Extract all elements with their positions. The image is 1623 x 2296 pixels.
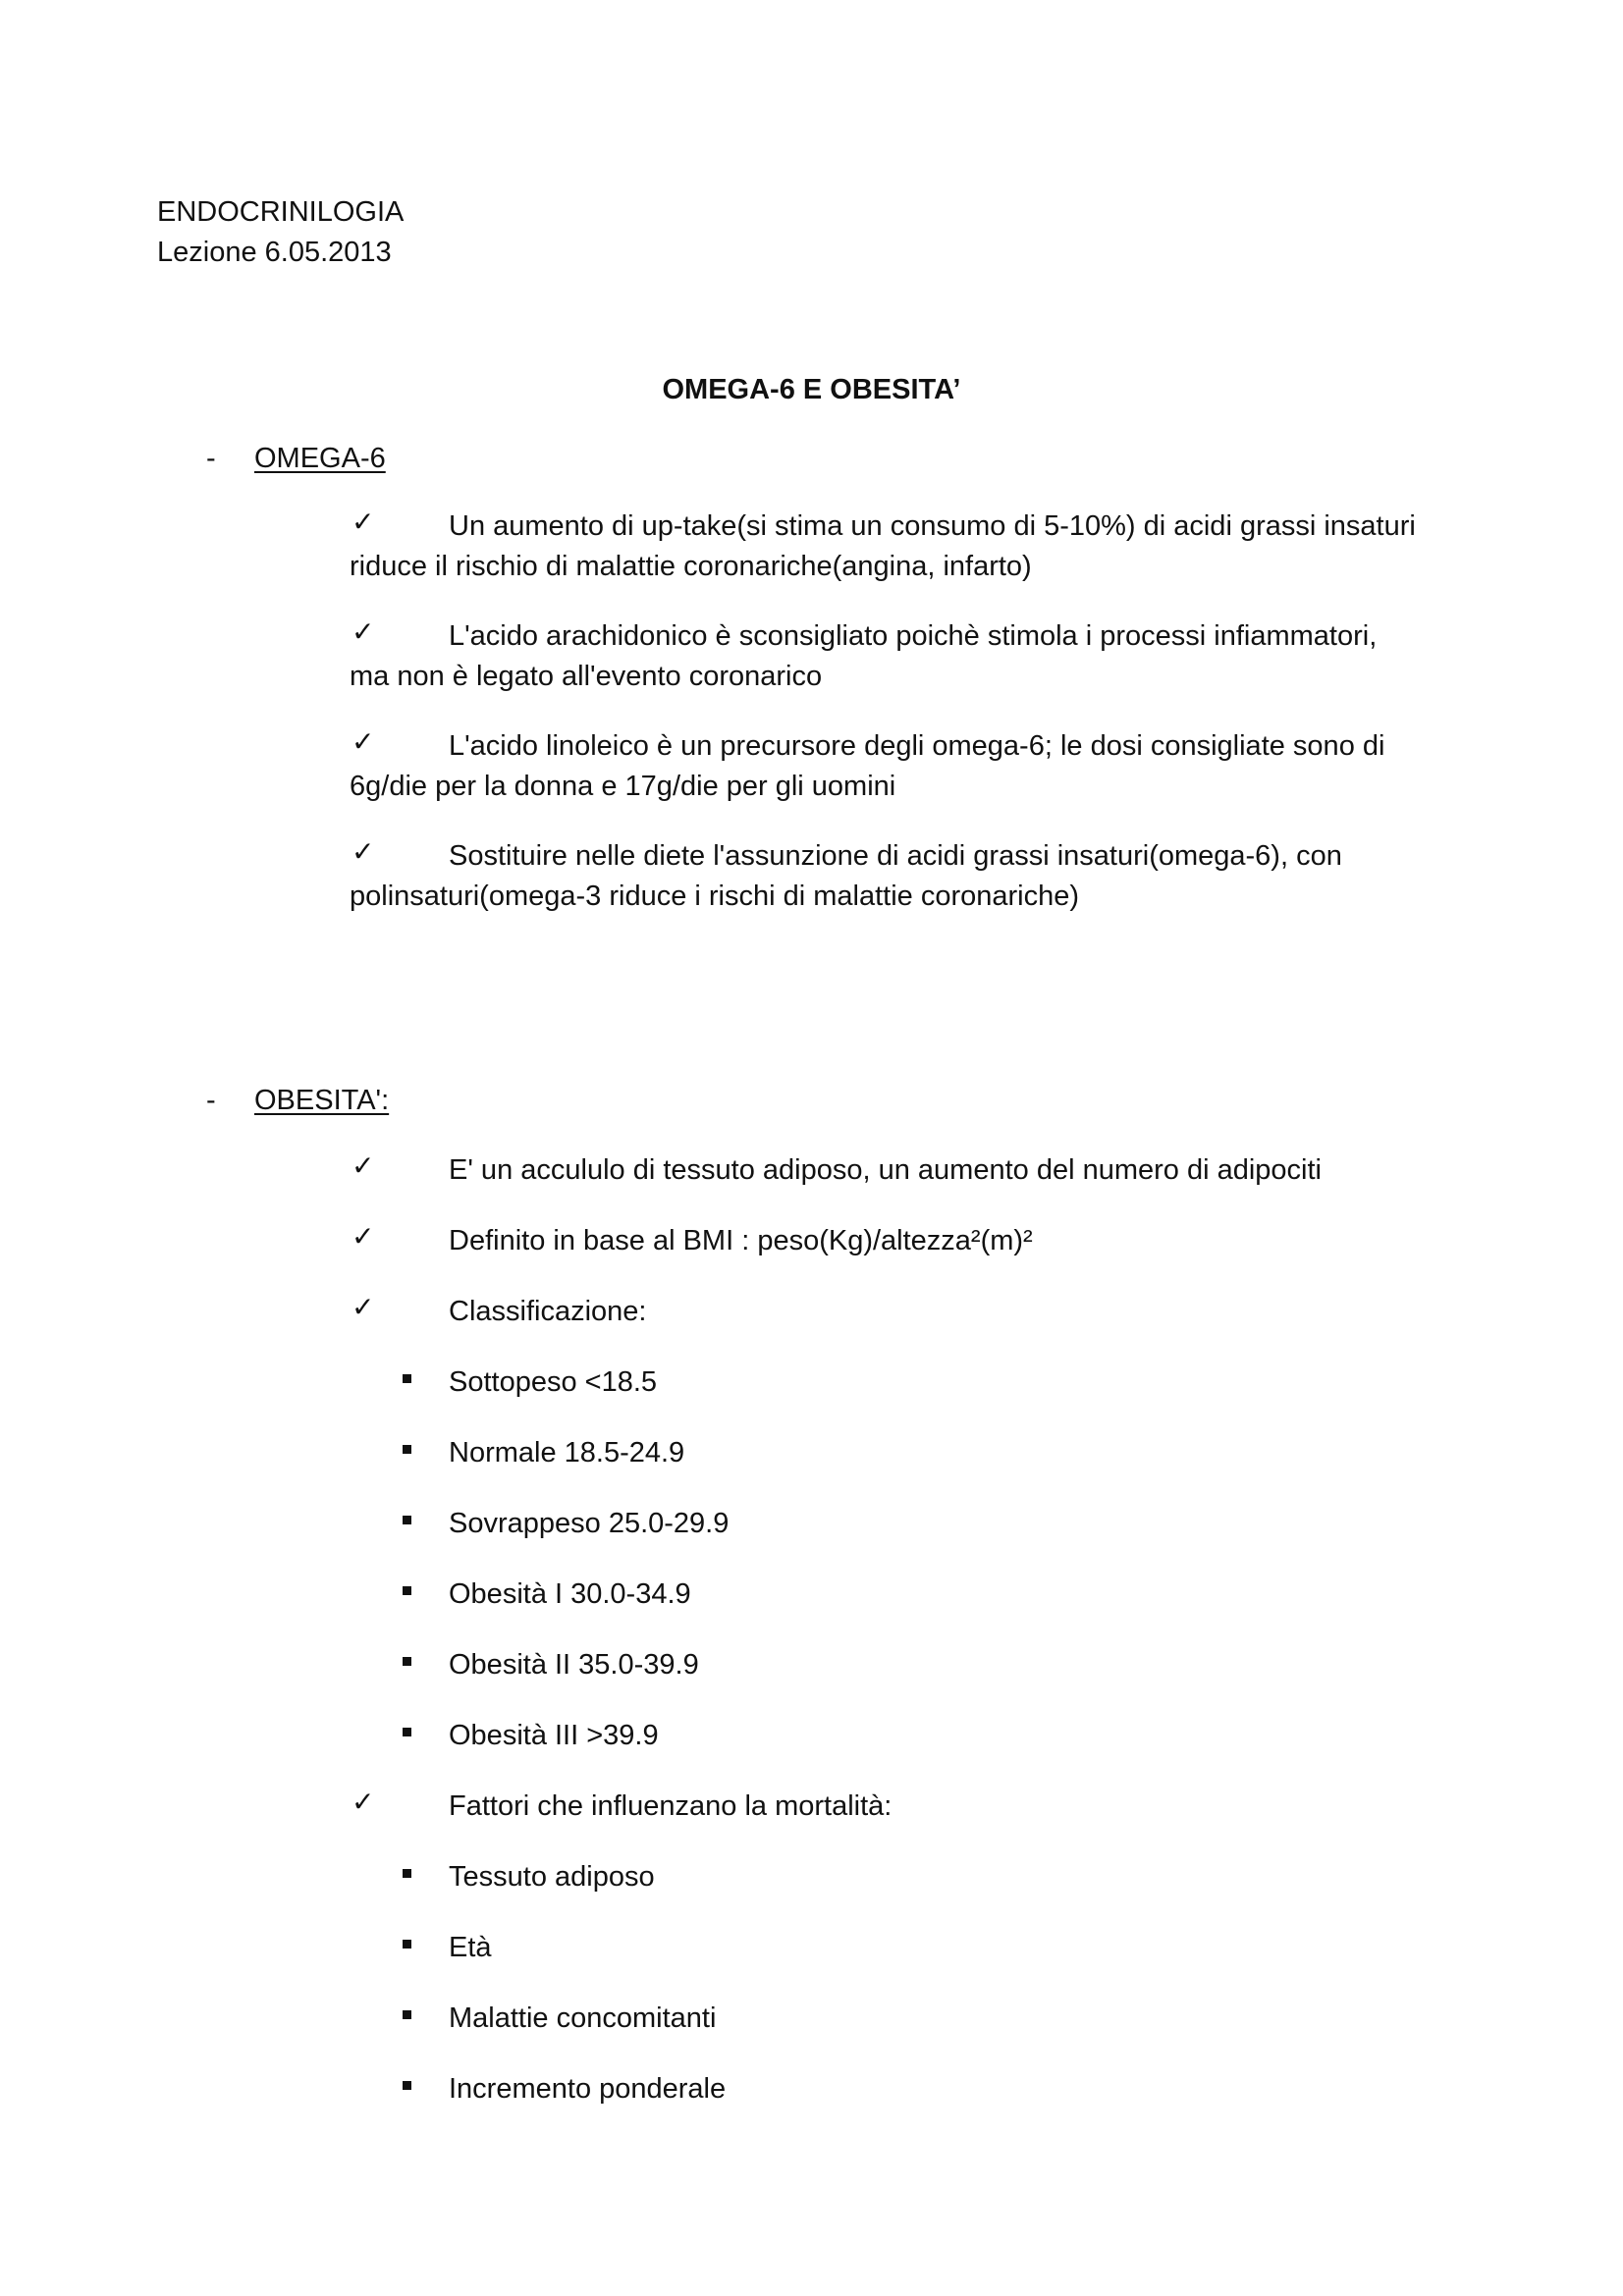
obesita-item-3: Classificazione: bbox=[449, 1296, 647, 1327]
square-bullet-icon bbox=[403, 1657, 411, 1666]
document-title: OMEGA-6 E OBESITA’ bbox=[662, 374, 961, 405]
square-bullet-icon bbox=[403, 1586, 411, 1595]
mortality-factor-item: Incremento ponderale bbox=[449, 2073, 727, 2105]
checkmark-icon: ✓ bbox=[352, 1220, 375, 1253]
lesson-date: Lezione 6.05.2013 bbox=[157, 237, 392, 268]
checkmark-icon: ✓ bbox=[352, 615, 375, 648]
classification-item: Normale 18.5-24.9 bbox=[449, 1437, 685, 1468]
omega6-item-4-line1: Sostituire nelle diete l'assunzione di acidi grassi insaturi(omega-6), con bbox=[449, 840, 1342, 872]
checkmark-icon: ✓ bbox=[352, 835, 375, 868]
square-bullet-icon bbox=[403, 1940, 411, 1949]
omega6-item-1-line1: Un aumento di up-take(si stima un consumo di 5-10%) di acidi grassi insaturi bbox=[449, 510, 1416, 542]
omega6-item-4-line2: polinsaturi(omega-3 riduce i rischi di malattie coronariche) bbox=[350, 881, 1080, 912]
checkmark-icon: ✓ bbox=[352, 1291, 375, 1323]
checkmark-icon: ✓ bbox=[352, 1786, 375, 1818]
obesita-item-1: E' un accululo di tessuto adiposo, un aumento del numero di adipociti bbox=[449, 1154, 1322, 1186]
mortality-factor-item: Tessuto adiposo bbox=[449, 1861, 655, 1893]
square-bullet-icon bbox=[403, 1516, 411, 1524]
omega6-item-3-line1: L'acido linoleico è un precursore degli omega-6; le dosi consigliate sono di bbox=[449, 730, 1385, 762]
omega6-item-2-line2: ma non è legato all'evento coronarico bbox=[350, 661, 823, 692]
square-bullet-icon bbox=[403, 1445, 411, 1454]
mortality-factor-item: Età bbox=[449, 1932, 492, 1963]
omega6-item-1-line2: riduce il rischio di malattie coronariche(angina, infarto) bbox=[350, 551, 1032, 582]
section-heading-omega6: OMEGA-6 bbox=[254, 443, 386, 474]
section-dash: - bbox=[206, 1085, 216, 1116]
obesita-item-2: Definito in base al BMI : peso(Kg)/altezza²(m)² bbox=[449, 1225, 1033, 1256]
section-heading-obesita: OBESITA': bbox=[254, 1085, 390, 1116]
square-bullet-icon bbox=[403, 1869, 411, 1878]
checkmark-icon: ✓ bbox=[352, 725, 375, 758]
omega6-item-2-line1: L'acido arachidonico è sconsigliato poichè stimola i processi infiammatori, bbox=[449, 620, 1378, 652]
checkmark-icon: ✓ bbox=[352, 1149, 375, 1182]
square-bullet-icon bbox=[403, 2081, 411, 2090]
classification-item: Sovrappeso 25.0-29.9 bbox=[449, 1508, 730, 1539]
mortality-factor-item: Malattie concomitanti bbox=[449, 2002, 717, 2034]
course-name: ENDOCRINILOGIA bbox=[157, 196, 405, 228]
omega6-item-3-line2: 6g/die per la donna e 17g/die per gli uomini bbox=[350, 771, 896, 802]
classification-item: Sottopeso <18.5 bbox=[449, 1366, 658, 1398]
checkmark-icon: ✓ bbox=[352, 506, 375, 538]
classification-item: Obesità III >39.9 bbox=[449, 1720, 659, 1751]
classification-item: Obesità II 35.0-39.9 bbox=[449, 1649, 699, 1681]
section-dash: - bbox=[206, 443, 216, 474]
classification-item: Obesità I 30.0-34.9 bbox=[449, 1578, 691, 1610]
square-bullet-icon bbox=[403, 1374, 411, 1383]
square-bullet-icon bbox=[403, 2010, 411, 2019]
obesita-item-4: Fattori che influenzano la mortalità: bbox=[449, 1790, 893, 1822]
square-bullet-icon bbox=[403, 1728, 411, 1736]
